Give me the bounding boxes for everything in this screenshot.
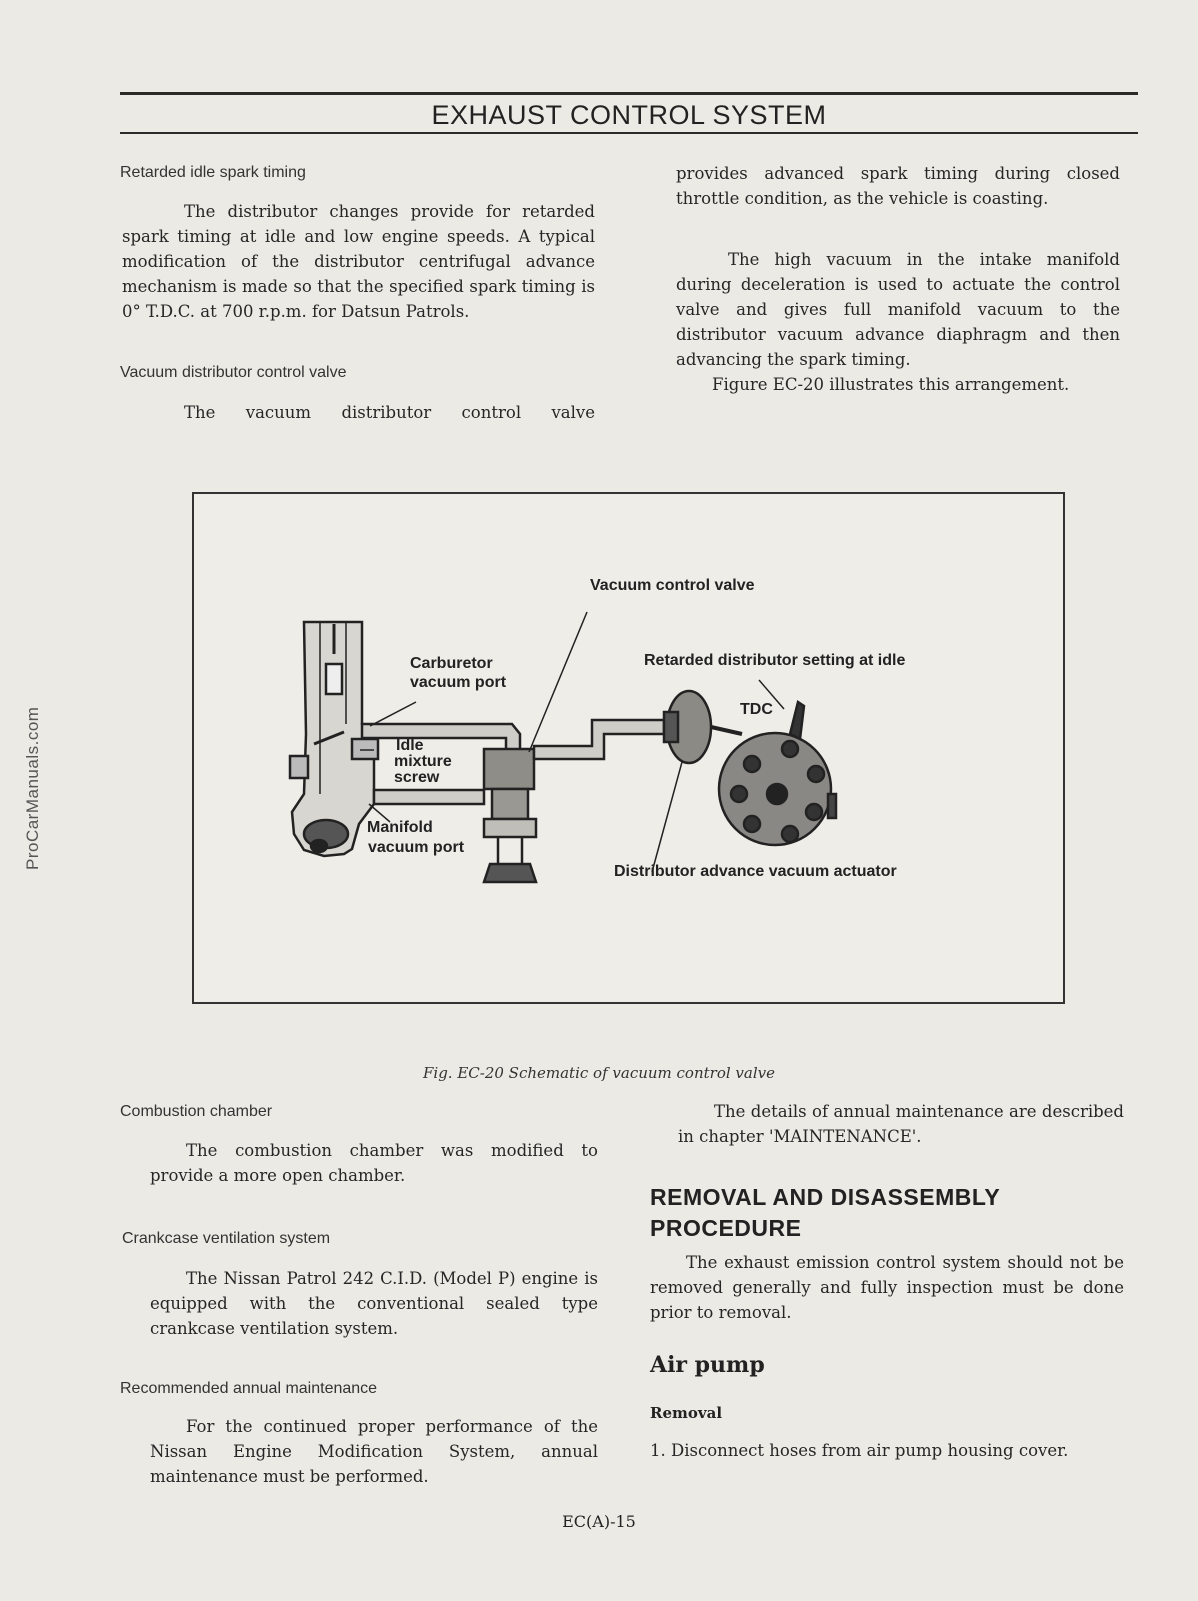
label-manifold-vacuum-port: vacuum port — [368, 839, 465, 856]
vacuum-body-start: The vacuum distributor control valve — [184, 403, 595, 422]
combustion-body: The combustion chamber was modified to provide a more open chamber. — [150, 1141, 598, 1185]
figure-frame — [192, 492, 1065, 1004]
section-heading-retarded: Retarded idle spark timing — [120, 164, 306, 181]
crankcase-body: The Nissan Patrol 242 C.I.D. (Model P) engine is equipped with the conventional sealed type crankcase ventilation system. — [150, 1269, 598, 1338]
vacuum-body-cont: provides advanced spark timing during closed throttle condition, as the vehicle is coasting. — [676, 164, 1120, 208]
vacuum-body-3: Figure EC-20 illustrates this arrangement. — [712, 375, 1070, 394]
label-carburetor: Carburetor — [410, 655, 493, 672]
section-heading-crankcase: Crankcase ventilation system — [122, 1230, 331, 1247]
header-rule-top — [120, 92, 1138, 95]
page-number: EC(A)-15 — [562, 1512, 636, 1531]
removal-body: The exhaust emission control system should not be removed generally and fully inspection must be done prior to removal. — [650, 1253, 1124, 1322]
header-rule-bottom — [120, 132, 1138, 134]
air-pump-step-1: 1. Disconnect hoses from air pump housing cover. — [650, 1441, 1069, 1460]
label-retarded-setting: Retarded distributor setting at idle — [644, 652, 906, 669]
label-idle: Idle — [396, 737, 424, 754]
vacuum-actuator-drawing — [664, 691, 742, 763]
figure-caption: Fig. EC-20 Schematic of vacuum control valve — [422, 1064, 775, 1082]
label-vacuum-control-valve: Vacuum control valve — [590, 577, 755, 594]
distributor-drawing — [719, 702, 836, 845]
side-watermark: ProCarManuals.com — [23, 706, 42, 870]
annual-body-2: The details of annual maintenance are described in chapter 'MAINTENANCE'. — [678, 1102, 1124, 1146]
label-manifold: Manifold — [367, 819, 433, 836]
section-heading-annual: Recommended annual maintenance — [120, 1380, 378, 1397]
valve-body-drawing — [484, 789, 536, 882]
page-title: EXHAUST CONTROL SYSTEM — [431, 100, 827, 130]
removal-heading: REMOVAL AND DISASSEMBLY PROCEDURE — [650, 1184, 1000, 1241]
section-heading-vacuum: Vacuum distributor control valve — [120, 364, 347, 381]
air-pump-heading: Air pump — [650, 1352, 765, 1378]
label-screw: screw — [394, 769, 440, 786]
section-heading-combustion: Combustion chamber — [120, 1103, 273, 1120]
label-carburetor-vacuum-port: vacuum port — [410, 674, 507, 691]
label-mixture: mixture — [394, 753, 452, 770]
removal-subheading: Removal — [650, 1404, 723, 1422]
label-distributor-actuator: Distributor advance vacuum actuator — [614, 863, 897, 880]
retarded-body: The distributor changes provide for retarded spark timing at idle and low engine speeds. A typical modification of the distributor centrifugal advance mechanism is made so that the specified spark timing is 0° T.D.C. at 700 r.p.m. for Datsun Patrols. — [122, 202, 595, 321]
vacuum-valve-schematic — [194, 494, 1063, 1002]
vacuum-body-2: The high vacuum in the intake manifold during deceleration is used to actuate the control valve and gives full manifold vacuum to the distributor vacuum advance diaphragm and then advancing the spark timing. — [676, 250, 1120, 369]
label-tdc: TDC — [740, 701, 773, 718]
annual-body: For the continued proper performance of the Nissan Engine Modification System, annual maintenance must be performed. — [150, 1417, 598, 1486]
